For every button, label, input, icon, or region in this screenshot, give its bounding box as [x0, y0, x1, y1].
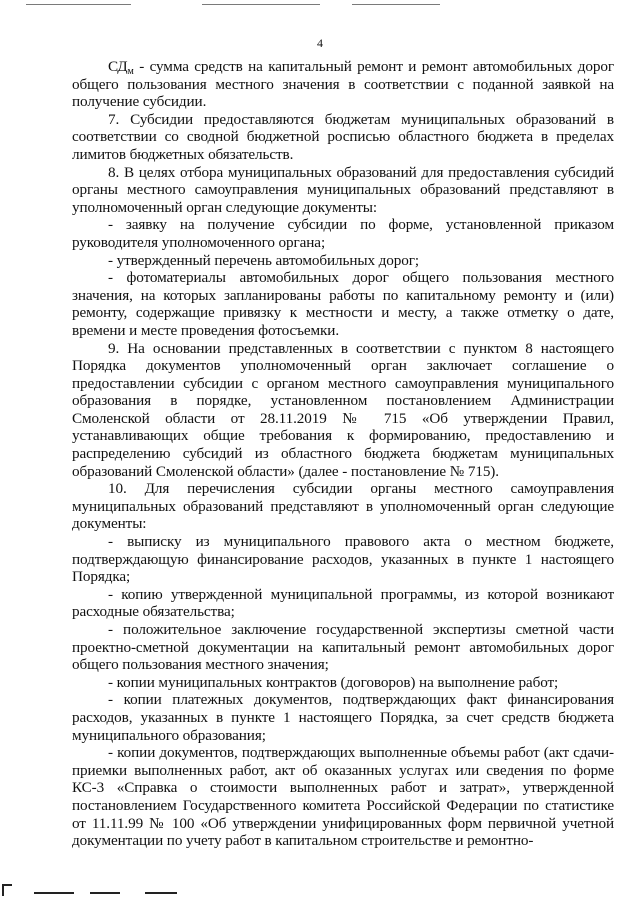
scan-corner-mark [2, 884, 12, 896]
paragraph-7: 7. Субсидии предоставляются бюджетам муниципальных образований в соответствии со сводной бюджетной росписью областного бюджета в пределах лимитов бюджетных обязательств. [72, 110, 614, 163]
paragraph-8: 8. В целях отбора муниципальных образований для предоставления субсидий органы местного самоуправления муниципальных образований представляют в уполномоченный орган следующие документы: [72, 163, 614, 216]
list-item-application: - заявку на получение субсидии по форме, установленной приказом руководителя уполномоченного органа; [72, 216, 614, 251]
formula-symbol: СД [108, 58, 128, 75]
document-body [72, 58, 614, 850]
page-number: 4 [317, 36, 323, 50]
scan-bottom-line-3 [145, 892, 177, 894]
scan-top-rule-middle [202, 4, 320, 5]
list-item-payment-documents: - копии платежных документов, подтверждающих факт финансирования расходов, указанных в пункте 1 настоящего Порядка, за счет средств бюджета муниципального образования; [72, 691, 614, 744]
scan-top-rule-right [352, 4, 440, 5]
list-item-expertise-conclusion: - положительное заключение государственной экспертизы сметной части проектно-сметной документации на капитальный ремонт автомобильных дорог общего пользования местного значения; [72, 621, 614, 674]
scan-bottom-line-1 [34, 892, 74, 894]
formula-subscript: м [127, 66, 134, 77]
list-item-budget-extract: - выписку из муниципального правового акта о местном бюджете, подтверждающую финансирование расходов, указанных в пункте 1 настоящего Порядка; [72, 533, 614, 586]
list-item-road-list: - утвержденный перечень автомобильных дорог; [108, 251, 420, 269]
scan-bottom-marks [0, 884, 640, 900]
list-item-photo-materials: - фотоматериалы автомобильных дорог общего пользования местного значения, на которых запланированы работы по капитальному ремонту и (или) ремонту, содержащие привязку к местности и месту, а также отметку о дате, времени и месте проведения фотосъемки. [72, 269, 614, 339]
paragraph-text: - сумма средств на капитальный ремонт и ремонт автомобильных дорог общего пользования местного значения в соответствии с поданной заявкой на получение субсидии. [72, 58, 614, 111]
list-item-contract-copies: - копии муниципальных контрактов (договоров) на выполнение работ; [108, 673, 559, 691]
paragraph-sdm-definition [72, 58, 614, 111]
scan-bottom-line-2 [90, 892, 120, 894]
paragraph-9: 9. На основании представленных в соответствии с пунктом 8 настоящего Порядка документов уполномоченный орган заключает соглашение о предоставлении субсидии с органом местного самоуправления муниципального образования в порядке, установленном постановлением Администрации Смоленской области от 28.11.2019 № 715 «Об утверждении Правил, устанавливающих общие требования к формированию, предоставлению и распределению субсидий из областного бюджета бюджетам муниципальных образований Смоленской области» (далее - постановление № 715). [72, 339, 614, 480]
paragraph-10: 10. Для перечисления субсидии органы местного самоуправления муниципальных образований представляют в уполномоченный орган следующие документы: [72, 480, 614, 533]
list-item-program-copy: - копию утвержденной муниципальной программы, из которой возникают расходные обязательства; [72, 585, 614, 621]
scan-top-rule-left [26, 4, 131, 5]
list-item-completed-works: - копии документов, подтверждающих выполненные объемы работ (акт сдачи-приемки выполненных работ, акт об оказанных услугах или сведения по форме КС-3 «Справка о стоимости выполненных работ и затрат», утвержденной постановлением Государственного комитета Российской Федерации по статистике от 11.11.99 № 100 «Об утверждении унифицированных форм первичной учетной документации по учету работ в капитальном строительстве и ремонтно- [72, 744, 614, 850]
